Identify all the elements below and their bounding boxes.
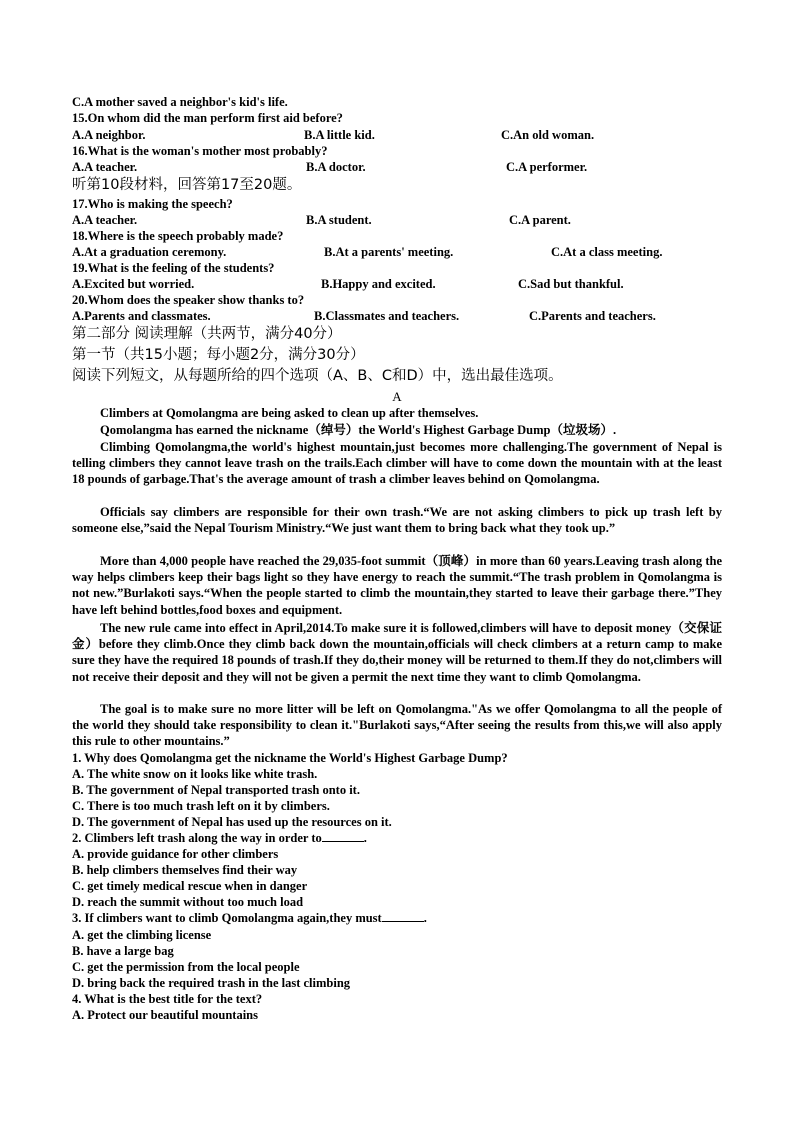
q19-option-a: A.Excited but worried. [72, 277, 195, 291]
question-2-stem: 2. Climbers left trash along the way in order to [72, 831, 322, 845]
q19-option-c: C.Sad but thankful. [518, 277, 624, 291]
question-4-option-a: A. Protect our beautiful mountains [72, 1008, 258, 1022]
passage-paragraph: The new rule came into effect in April,2014.To make sure it is followed,climbers will have to deposit money（交保证金）before they climb.Once they climb back down the mountain,officials will check climbers at a return camp to make sure they have the required 18 pounds of trash.If they do,their money will be returned to them.If they do not,climbers will not receive their deposit and they will not be given a permit the next time they want to climb Qomolangma. [72, 621, 722, 684]
q16-option-b: B.A doctor. [306, 160, 366, 174]
q16-option-a: A.A teacher. [72, 160, 138, 174]
question-3-option-b: B. have a large bag [72, 944, 174, 958]
passage-label: A [392, 389, 402, 404]
part2-heading: 第二部分 阅读理解（共两节，满分40分） [72, 326, 342, 342]
q17-option-b: B.A student. [306, 213, 372, 227]
question-1-option-d: D. The government of Nepal has used up the resources on it. [72, 815, 392, 829]
question-1-option-a: A. The white snow on it looks like white trash. [72, 767, 318, 781]
q18-stem: 18.Where is the speech probably made? [72, 229, 284, 243]
section1-heading: 第一节（共15小题；每小题2分，满分30分） [72, 347, 365, 363]
question-3-stem: 3. If climbers want to climb Qomolangma again,they must [72, 911, 382, 925]
q17-stem: 17.Who is making the speech? [72, 197, 233, 211]
reading-instruction: 阅读下列短文，从每题所给的四个选项（A、B、C和D）中，选出最佳选项。 [72, 368, 563, 384]
question-4-stem: 4. What is the best title for the text? [72, 992, 263, 1006]
q15-option-c: C.An old woman. [501, 128, 595, 142]
passage-paragraph: Qomolangma has earned the nickname（绰号）the World's Highest Garbage Dump（垃圾场）. [100, 423, 617, 437]
question-2-option-a: A. provide guidance for other climbers [72, 847, 279, 861]
q18-option-c: C.At a class meeting. [551, 245, 663, 259]
question-2-option-b: B. help climbers themselves find their way [72, 863, 298, 877]
question-2-option-c: C. get timely medical rescue when in danger [72, 879, 308, 893]
passage-paragraph: Climbers at Qomolangma are being asked to clean up after themselves. [100, 406, 479, 420]
q20-option-b: B.Classmates and teachers. [314, 309, 460, 323]
question-1-option-b: B. The government of Nepal transported trash onto it. [72, 783, 360, 797]
q20-option-a: A.Parents and classmates. [72, 309, 211, 323]
question-1-stem: 1. Why does Qomolangma get the nickname the World's Highest Garbage Dump? [72, 751, 508, 765]
question-3-line: 3. If climbers want to climb Qomolangma again,they must . [72, 911, 427, 925]
question-3-option-a: A. get the climbing license [72, 928, 212, 942]
question-2-line: 2. Climbers left trash along the way in order to . [72, 831, 367, 845]
q15-option-b: B.A little kid. [304, 128, 375, 142]
q19-option-b: B.Happy and excited. [321, 277, 436, 291]
q18-option-a: A.At a graduation ceremony. [72, 245, 227, 259]
question-1-option-c: C. There is too much trash left on it by climbers. [72, 799, 330, 813]
answer-blank [382, 911, 424, 922]
question-2-option-d: D. reach the summit without too much load [72, 895, 304, 909]
passage-paragraph: The goal is to make sure no more litter will be left on Qomolangma."As we offer Qomolangma to all the people of the world they should take responsibility to clean it."Burlakoti says,“After seeing the results from this,we will also apply this rule to other mountains.” [72, 702, 722, 749]
q18-option-b: B.At a parents' meeting. [324, 245, 454, 259]
q19-stem: 19.What is the feeling of the students? [72, 261, 275, 275]
section10-heading: 听第10段材料，回答第17至20题。 [72, 177, 302, 193]
q16-option-c: C.A performer. [506, 160, 588, 174]
passage-paragraph: More than 4,000 people have reached the 29,035-foot summit（顶峰）in more than 60 years.Leaving trash along the way helps climbers keep their bags light so they have energy to reach the summit.“The trash problem in Qomolangma is not new.”Burlakoti says.“When the people started to climb the mountain,they started to leave their garbage there.”They have left behind bottles,food boxes and equipment. [72, 554, 722, 617]
question-3-option-c: C. get the permission from the local people [72, 960, 300, 974]
passage-paragraph: Officials say climbers are responsible for their own trash.“We are not asking climbers to pick up trash left by someone else,”said the Nepal Tourism Ministry.“We just want them to bring back what they took up.” [72, 505, 722, 536]
q17-option-c: C.A parent. [509, 213, 571, 227]
q16-stem: 16.What is the woman's mother most probably? [72, 144, 328, 158]
q14-option-c: C.A mother saved a neighbor's kid's life. [72, 95, 288, 109]
answer-blank [322, 831, 364, 842]
q20-stem: 20.Whom does the speaker show thanks to? [72, 293, 305, 307]
q15-stem: 15.On whom did the man perform first aid before? [72, 111, 343, 125]
question-3-option-d: D. bring back the required trash in the last climbing [72, 976, 351, 990]
q17-option-a: A.A teacher. [72, 213, 138, 227]
q20-option-c: C.Parents and teachers. [529, 309, 656, 323]
q15-option-a: A.A neighbor. [72, 128, 146, 142]
passage-paragraph: Climbing Qomolangma,the world's highest mountain,just becomes more challenging.The government of Nepal is telling climbers they cannot leave trash on the trails.Each climber will have to come down the mountain with at the least 18 pounds of garbage.That's the average amount of trash a climber leaves behind on Qomolangma. [72, 440, 722, 487]
